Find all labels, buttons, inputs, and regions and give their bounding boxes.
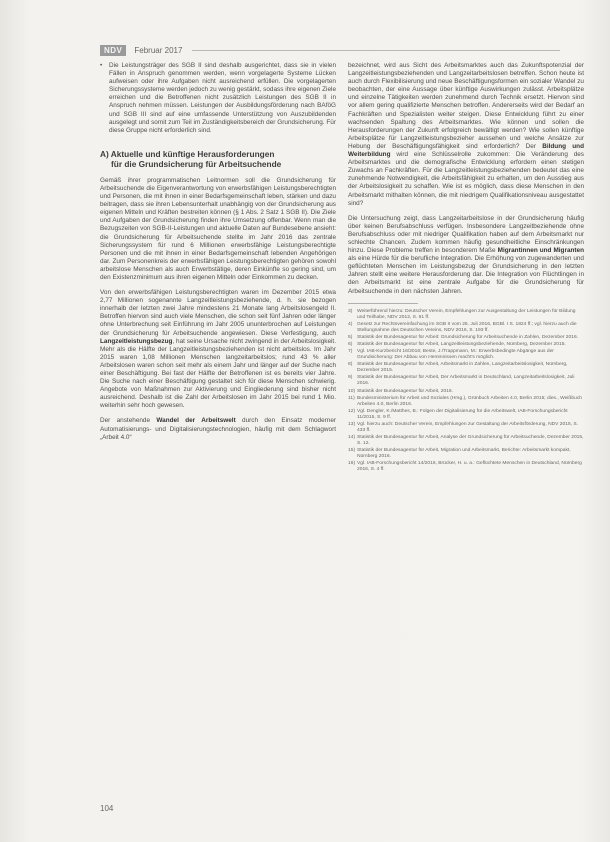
footnote-text: Statistik der Bundesagentur für Arbeit: Grundsicherung für Arbeitsuchende in Zahlen, Dezember 2016.: [357, 334, 579, 340]
footnote-text: Statistik der Bundesagentur für Arbeit, 2016.: [357, 388, 453, 394]
emphasis-term: Langzeitleistungsbezug: [100, 337, 173, 345]
section-heading-line-1: A) Aktuelle und künftige Herausforderungen: [100, 148, 275, 159]
running-header: [100, 44, 560, 56]
right-column: [348, 62, 584, 474]
footnote-number: 14): [348, 435, 356, 441]
section-heading: [100, 149, 336, 169]
bullet-paragraph: • Die Leistungsträger des SGB II sind deshalb ausgerichtet, dass sie in vielen Fällen in Anspruch genommen werden, wenn vorgelagerte Systeme Lücken aufweisen oder ihre Aufgaben nicht ausreichend erfüllen. Die vorgelagerten Sicherungssysteme werden jedoch zu wenig gestärkt, sodass ihre eigenen Ziele erreichen und die Betroffenen nicht zusätzlich Leistungen des SGB II in Anspruch nehmen müssen. Leistungen der Ausbildungsförderung nach BAföG und SGB III sind auf eine umfassende Unterstützung von Auszubildenden ausgelegt und somit zum Teil im Zuständigkeitsbereich der Grundsicherung. Für diese Gruppe nicht erforderlich sind.: [100, 62, 336, 135]
footnote-text: Bundesministerium für Arbeit und Soziales (Hrsg.), Grünbuch Arbeiten 4.0, Berlin 2015; dies., Weißbuch Arbeiten 4.0, Berlin 2016.: [357, 395, 582, 407]
journal-badge: NDV: [100, 45, 126, 56]
footnote: [348, 309, 584, 321]
paragraph: Gemäß ihrer programmatischen Leitnormen soll die Grundsicherung für Arbeitsuchende die Eigenverantwortung von erwerbsfähigen Leistungsberechtigten und Personen, die mit ihnen in einer Bedarfsgemeinschaft leben, stärken und dazu beitragen, dass sie ihren Lebensunterhalt unabhängig von der Grundsicherung aus eigenen Mitteln und Kräften bestreiten können (§ 1 Abs. 2 Satz 1 SGB II). Die Ziele und Aufgaben der Grundsicherung finden ihre Umsetzung offenbar. Wenn man die Bezugszeiten von SGB-II-Leistungen und aktuelle Daten auf Bundesebene ansieht: die Grundsicherung für Arbeitsuchende stellte im Jahr 2016 das zentrale Sicherungssystem für rund 6 Millionen erwerbsfähige Leistungsberechtigte Personen und die mit ihnen in einer Bedarfsgemeinschaft lebenden Angehörigen dar. Zum Personenkreis der erwerbsfähigen Leistungsberechtigten gehören sowohl arbeitslose Menschen als auch Erwerbstätige, deren Einkünfte so gering sind, um den Existenzminimum aus ihren eigenen Mitteln oder Einkommen zu decken.: [100, 176, 336, 281]
footnote-text: Weiterführend hierzu: Deutscher Verein, Empfehlungen zur Ausgestaltung der Leistungen für Bildung und Teilhabe, NDV 2012, S. 61 ff.: [357, 308, 576, 320]
footnote: [348, 396, 584, 408]
text-run: bezeichnet, wird aus Sicht des Arbeitsmarktes auch das Zukunftspotenzial der Langzeitleistungsbeziehenden und Langzeitarbeitslosen betreffen. Schon heute ist auch durch Flexibilisierung und neue Beschäftigungsformen ein sozialer Wandel zu beobachten, der eine Aussage über künftige Auswirkungen zulässt. Arbeitsplätze und einzelne Tätigkeiten werden zunehmend durch Technik ersetzt. Hiervon sind vor allem gering qualifizierte Menschen betroffen. Andererseits wird der Bedarf an Fachkräften und Spezialisten weiter steigen. Diese Entwicklung führt zu einer wachsenden Spaltung des Arbeitsmarktes. Wie können und sollen die Herausforderungen der Zukunft erfolgreich bewältigt werden? Wie sollen künftige Arbeitsplätze für Langzeitleistungsbezieher aussehen und welche Ansätze zur Hebung der Beschäftigungsfähigkeit sind erforderlich? Der: [348, 62, 584, 150]
footnote: [348, 448, 584, 460]
footnote-number: 7): [348, 349, 353, 355]
footnote-text: Gesetz zur Rechtsvereinfachung im SGB II vom 26. Juli 2016, BGBl. I S. 1824 ff.; vgl. hierzu auch die Stellungnahme des Deutschen Vereins, NDV 2016, S. 193 ff.: [357, 321, 577, 333]
footnote: [348, 389, 584, 395]
footnote-text: Statistik der Bundesagentur für Arbeit, Migration und Arbeitsmarkt, Berichte: Arbeitsmarkt kompakt, Nürnberg 2016.: [357, 448, 571, 460]
footnote-number: 4): [348, 321, 353, 327]
footnote-number: 13): [348, 422, 356, 427]
footnote-number: 8): [348, 362, 353, 368]
footnote: [348, 362, 584, 374]
footnote-number: 5): [348, 334, 353, 340]
footnote-text: Statistik der Bundesagentur für Arbeit, Arbeitsmarkt in Zahlen, Langzeitarbeitslosigkeit, Nürnberg, Dezember 2015.: [357, 362, 568, 374]
footnote: [348, 409, 584, 421]
section-heading-line-2: für die Grundsicherung für Arbeitsuchende: [111, 158, 282, 169]
paragraph: [348, 215, 584, 296]
footnote-text: Statistik der Bundesagentur für Arbeit, Der Arbeitsmarkt in Deutschland, Langzeitarbeitslosigkeit, Juli 2016.: [357, 375, 575, 387]
footnote: [348, 435, 584, 447]
paragraph: [348, 62, 584, 208]
footnote: [348, 375, 584, 387]
footnote-text: Vgl. IAB-Kurzbericht 16/2016; Beste, J./Trappmann, M.: Erwerbsbedingte Abgänge aus der Grundsicherung: Der Abbau von Hemmnissen macht's möglich.: [357, 349, 554, 361]
emphasis-term: Bildung und Weiterbildung: [348, 142, 584, 159]
footnote-text: Statistik der Bundesagentur für Arbeit, Langzeitleistungsbeziehende, Nürnberg, Dezember 2015.: [357, 342, 566, 348]
text-run: durch den Einsatz moderner Automatisierungs- und Digitalisierungstechnologien, häufig mit dem Schlagwort „Arbeit 4.0“: [100, 417, 336, 441]
text-run: wird eine Schlüsselrolle zukommen: Die Veränderung des Arbeitsmarktes und die demografische Entwicklung erfordern einen stetigen Zuwachs an Fachkräften. Für die Langzeitleistungsbeziehenden bedeutet das eine zunehmende Notwendigkeit, die Arbeitsfähigkeit zu erhalten, um den Ausstieg aus der Arbeitslosigkeit zu schaffen. Wie ist es möglich, dass diese Menschen in den Arbeitsmarkt mithalten können, die mit niedrigem Qualifikationsniveau ausgestattet sind?: [348, 151, 584, 207]
footnote-number: 3): [348, 308, 353, 314]
footnote-text: Vgl. hierzu auch: Deutscher Verein, Empfehlungen zur Gestaltung der Arbeitsförderung, NDV 2015, S. 433 ff.: [357, 422, 579, 433]
text-run: , hat seine Ursache nicht zwingend in der Arbeitslosigkeit. Mehr als die Hälfte der Langzeitleistungsbeziehenden ist nicht arbeitslos. Im Jahr 2015 waren 1,08 Millionen Menschen langzeitarbeitslos; rund 43 % aller Arbeitslosen waren schon seit mehr als einem Jahr und länger auf der Suche nach einer Beschäftigung. Bei fast der Hälfte der Betroffenen ist es bereits vier Jahre. Die Suche nach einer Beschäftigung gestaltet sich für diese Menschen schwierig. Angebote von Maßnahmen zur Aktivierung und Eingliederung sind bisher nicht ausreichend. Deshalb ist die Zahl der Arbeitslosen im Jahr 2015 bei rund 1 Mio. weiterhin sehr hoch gewesen.: [100, 337, 336, 410]
text-run: Von den erwerbsfähigen Leistungsberechtigten waren im Dezember 2015 etwa 2,77 Millionen sogenannte Langzeitleistungsbeziehende, d. h. sie bezogen innerhalb der letzten zwei Jahre mindestens 21 Monate lang Arbeitslosengeld II. Betroffen hiervon sind auch viele Menschen, die schon seit fünf Jahren oder länger ohne Unterbrechung seit Einführung im Jahr 2005 ununterbrochen auf Leistungen der Grundsicherung für Arbeitsuchende angewiesen. Diese Verfestigung, auch: [100, 289, 336, 337]
issue-date: Februar 2017: [134, 45, 183, 55]
footnote-number: 9): [348, 375, 353, 381]
left-column: [100, 62, 336, 449]
footnote-number: 10): [348, 388, 356, 394]
footnote-number: 11): [348, 395, 355, 401]
footnote-number: 6): [348, 342, 353, 348]
header-rule: [192, 50, 560, 51]
footnote-number: 15): [348, 448, 356, 454]
footnote-number: 16): [348, 461, 356, 467]
footnote: [348, 349, 584, 361]
paragraph: [100, 417, 336, 441]
footnote: [348, 342, 584, 348]
footnote-text: Vgl. Dengler, K./Matthes, B.: Folgen der Digitalisierung für die Arbeitswelt, IAB-Forschungsbericht 11/2015, S. 9 ff.: [357, 408, 568, 420]
footnote: [348, 335, 584, 341]
footnote: [348, 322, 584, 334]
page-number: 104: [100, 804, 114, 813]
text-run: Der anstehende: [100, 417, 151, 425]
paragraph: [100, 289, 336, 410]
footnotes: [348, 309, 584, 474]
footnote-text: Vgl. IAB-Forschungsbericht 14/2016, Brücker, H. u. a.: Geflüchtete Menschen in Deutschland, Nürnberg 2016, S. 4 ff.: [357, 461, 582, 473]
footnote-text: Statistik der Bundesagentur für Arbeit, Analyse der Grundsicherung für Arbeitsuchende, Dezember 2015, S. 12.: [357, 435, 584, 447]
text-run: Die Untersuchung zeigt, dass Langzeitarbeitslose in der Grundsicherung häufig über keinen Berufsabschluss verfügen. Insbesondere Langzeitbeziehende ohne Berufsabschluss oder mit niedriger Qualifikation haben auf dem Arbeitsmarkt nur schlechte Chancen. Zudem kommen häufig gesundheitliche Einschränkungen hinzu. Diese Probleme treffen in besonderem Maße: [348, 214, 584, 255]
footnote-number: 12): [348, 408, 356, 414]
footnote: [348, 461, 584, 473]
text-run: als eine Hürde für die berufliche Integration. Die Erhöhung von zugewanderten und geflüchteten Menschen im Leistungsbezug der Grundsicherung in den letzten Jahren stellt eine weitere Herausforderung dar. Die Integration von Flüchtlingen in den Arbeitsmarkt ist eine zentrale Aufgabe für die Grundsicherung für Arbeitsuchende in den nächsten Jahren.: [348, 255, 584, 295]
emphasis-term: Wandel der Arbeitswelt: [156, 417, 236, 425]
emphasis-term: Migrantinnen und Migranten: [497, 247, 584, 255]
footnote-rule: [348, 303, 418, 304]
footnote: [348, 422, 584, 434]
